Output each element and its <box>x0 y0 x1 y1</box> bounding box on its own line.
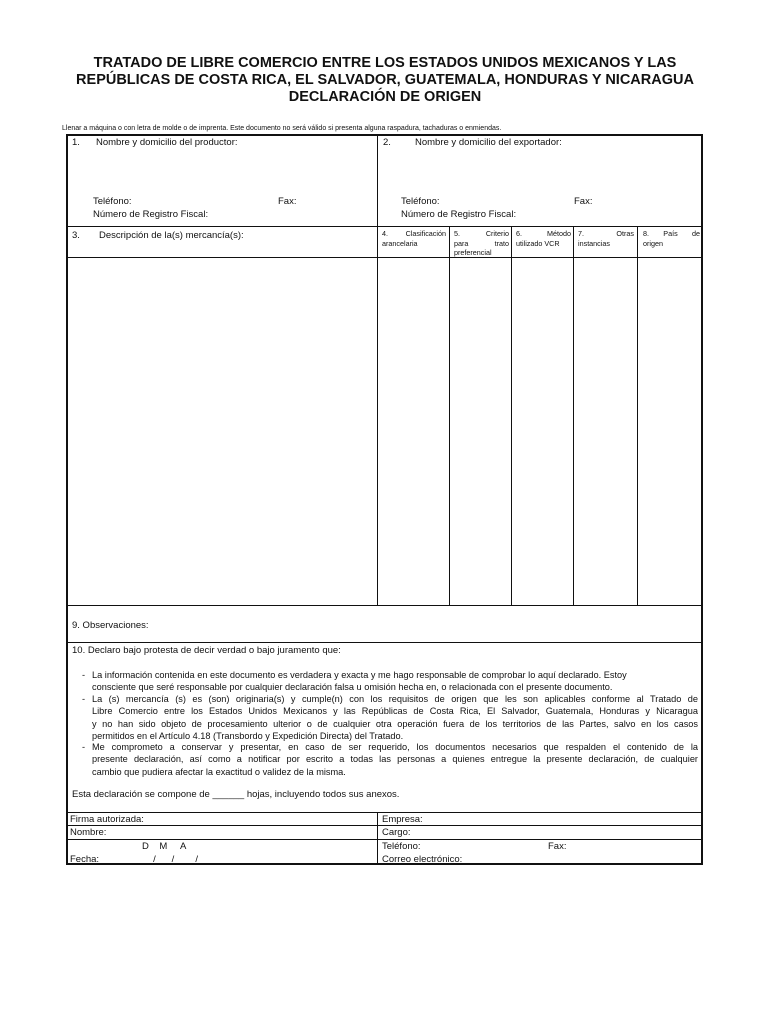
divider-sig-1 <box>66 825 703 826</box>
declaration-bullet-2: - La (s) mercancía (s) es (son) originaria(s) y cumple(n) con los requisitos de origen que les son aplicables conforme al Tratado de Libre Comercio entre los Estados Unidos Mexicanos y las Repúblicas de Costa Rica, El Salvador, Guatemala, Honduras y Nicaragua y no han sido objeto de procesamiento ulterior o de cualquier otra operación fuera de los territorios de las Partes, salvo en los casos permitidos en el Artículo 4.18 (Transbordo y Expedición Directa) del Tratado. <box>82 694 698 741</box>
sheets-count-field[interactable]: Esta declaración se compone de ______ hojas, incluyendo todos sus anexos. <box>72 789 400 800</box>
tariff-classification-cell[interactable] <box>378 258 448 604</box>
col-tariff-classification-header: 4. Clasificación arancelaria <box>382 229 446 248</box>
fill-instructions: Llenar a máquina o con letra de molde o de imprenta. Este documento no será válido si presenta alguna raspadura, tachaduras o enmiendas. <box>62 125 502 132</box>
divider-col-signature <box>377 812 378 865</box>
country-origin-cell[interactable] <box>638 258 701 604</box>
col-country-origin-header: 8. País de origen <box>643 229 700 248</box>
divider-observations <box>66 642 703 643</box>
declaration-bullet-1: - La información contenida en este documento es verdadera y exacta y me hago responsable de comprobar lo aquí declarado. Estoy consciente que seré responsable por cualquier declaración falsa u omisión hecha en, o relacionada con el presente documento. <box>82 670 627 693</box>
observations-field[interactable]: 9. Observaciones: <box>72 620 149 631</box>
producer-name-address-field[interactable]: Nombre y domicilio del productor: <box>96 137 238 148</box>
producer-tax-id-field[interactable]: Número de Registro Fiscal: <box>93 209 209 220</box>
date-field[interactable]: ____/___/____/ <box>132 854 199 865</box>
title-line-2: REPÚBLICAS DE COSTA RICA, EL SALVADOR, GUATEMALA, HONDURAS Y NICARAGUA <box>76 72 694 88</box>
field-3-number: 3. <box>72 230 80 241</box>
divider-sig-2 <box>66 839 703 840</box>
field-2-number: 2. <box>383 137 391 148</box>
goods-description-cell[interactable] <box>68 258 376 604</box>
position-field[interactable]: Cargo: <box>382 827 411 838</box>
email-field[interactable]: Correo electrónico: <box>382 854 463 865</box>
other-instances-cell[interactable] <box>574 258 636 604</box>
divider-goods-bottom <box>66 605 703 606</box>
col-preference-criterion-header: 5. Criterio para trato preferencial <box>454 229 509 257</box>
title-line-1: TRATADO DE LIBRE COMERCIO ENTRE LOS ESTADOS UNIDOS MEXICANOS Y LAS <box>93 55 677 71</box>
producer-phone-field[interactable]: Teléfono: <box>93 196 132 207</box>
exporter-tax-id-field[interactable]: Número de Registro Fiscal: <box>401 209 517 220</box>
signer-fax-field[interactable]: Fax: <box>548 841 567 852</box>
date-format-legend: D M A <box>142 841 187 852</box>
exporter-phone-field[interactable]: Teléfono: <box>401 196 440 207</box>
title-line-3: DECLARACIÓN DE ORIGEN <box>288 89 482 105</box>
exporter-fax-field[interactable]: Fax: <box>574 196 593 207</box>
divider-declaration <box>66 812 703 813</box>
declaration-intro: 10. Declaro bajo protesta de decir verdad o bajo juramento que: <box>72 645 341 656</box>
col-vcr-method-header: 6. Método utilizado VCR <box>516 229 571 248</box>
authorized-signature-field[interactable]: Firma autorizada: <box>70 814 144 825</box>
producer-fax-field[interactable]: Fax: <box>278 196 297 207</box>
date-label: Fecha: <box>70 854 100 865</box>
document-title <box>40 55 730 106</box>
col-other-instances-header: 7. Otras instancias <box>578 229 634 248</box>
signer-phone-field[interactable]: Teléfono: <box>382 841 421 852</box>
exporter-name-address-field[interactable]: Nombre y domicilio del exportador: <box>415 137 562 148</box>
field-1-number: 1. <box>72 137 80 148</box>
divider-row-1 <box>66 226 703 227</box>
vcr-method-cell[interactable] <box>512 258 572 604</box>
declaration-bullet-3: - Me comprometo a conservar y presentar, en caso de ser requerido, los documentos necesarios que respalden el contenido de la presente declaración, así como a notificar por escrito a todas las personas a quienes entregue la presente declaración, de cualquier cambio que pudiera afectar la exactitud o validez de la misma. <box>82 742 698 777</box>
goods-description-header: Descripción de la(s) mercancía(s): <box>99 230 244 241</box>
preference-criterion-cell[interactable] <box>450 258 510 604</box>
signer-name-field[interactable]: Nombre: <box>70 827 107 838</box>
company-field[interactable]: Empresa: <box>382 814 423 825</box>
